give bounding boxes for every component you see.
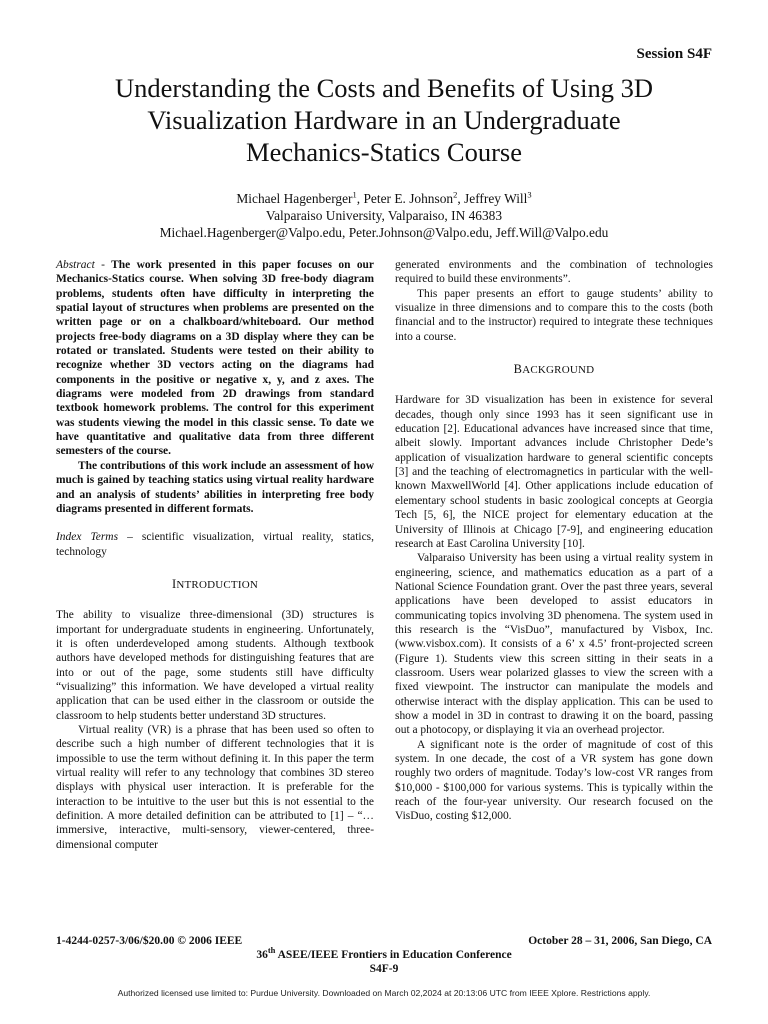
abstract-contributions: The contributions of this work include an assessment of how much is gained by teaching statics using virtual reality hardware and an analysis of students’ abilities in interpreting free body diagrams presented in different formats. <box>56 459 374 515</box>
title-line: Visualization Hardware in an Undergraduate <box>147 105 621 135</box>
footer-conference <box>0 945 768 976</box>
background-heading: BACKGROUND <box>513 362 595 377</box>
abstract-label: Abstract - <box>56 259 105 271</box>
effort-paragraph: This paper presents an effort to gauge students’ ability to visualize in three dimensions and to compare this to the costs (both financial and to the instructor) required to integrate these techniques into a course. <box>395 287 713 343</box>
continued-paragraph: generated environments and the combination of technologies required to build these environments”. <box>395 259 713 286</box>
conference-name: 36th ASEE/IEEE Frontiers in Education Conference <box>256 945 512 961</box>
paper-title <box>40 72 728 168</box>
title-line: Understanding the Costs and Benefits of Using 3D <box>114 73 654 103</box>
introduction-paragraph: Virtual reality (VR) is a phrase that has been used so often to describe such a high number of different technologies that it is impossible to use the term without defining it. In this paper the term virtual reality will refer to any technology that combines 3D stereo displays with physical user interaction. It is preferable for the interaction to be intuitive to the user but this is not essential to the definition. A more detailed definition can be attributed to [1] – “… immersive, interactive, multi-sensory, viewer-centered, three-dimensional computer <box>56 723 374 851</box>
abstract-paragraph <box>56 258 374 459</box>
abstract-text: The work presented in this paper focuses on our Mechanics-Statics course. When solving 3D free-body diagram problems, students often have difficulty in interpreting the spatial layout of structures when problems are presented on the written page or on a chalkboard/whiteboard. Our method projects free-body diagrams on a 3D display where they can be rotated or translated. Students were tested on their ability to recognize whether 3D vectors acting on the diagrams had components in the positive or negative x, y, and z axes. The diagrams were modeled from 2D drawings from standard textbook homework problems. The control for this experiment was students viewing the model in this classic sense. To date we have quantitative and qualitative data from three different semesters of the course. <box>56 259 374 458</box>
background-paragraph: Valparaiso University has been using a virtual reality system in engineering, science, and mathematics education as a part of a National Science Foundation grant. Over the past three years, several applications have been developed to assist educators in communicating topics involving 3D phenomena. The system used in this research is the “VisDuo”, manufactured by Visbox, Inc. (www.visbox.com). It consists of a 6’ x 4.5’ front-projected screen (Figure 1). Students view this screen sitting in their seats in a classroom. Users wear polarized glasses to view the screen with a fixed viewpoint. The instructor can manipulate the models and otherwise interact with the display application. This can be used to show a model in 3D in contrast to drawing it on the board, passing out a photocopy, or displaying it via an overhead projector. <box>395 552 713 737</box>
footer-date-location: October 28 – 31, 2006, San Diego, CA <box>528 935 712 947</box>
background-paragraph: Hardware for 3D visualization has been in existence for several decades, though only since 1993 has it seen significant use in education [2]. Educational advances have increased since that time, albeit slowly. Important advances include Christopher Dede’s application of visualization hardware to general scientific concepts [3] and the teaching of electromagnetics in particular with the well-known MaxwellWorld [4]. Other applications include education of elementary school students in basic zoological concepts at Georgia Tech [5, 6], the NICE project for elementary education at the University of Illinois at Chicago [7-9], and engineering education research at East Carolina University [10]. <box>395 394 713 550</box>
author-emails: Michael.Hagenberger@Valpo.edu, Peter.Johnson@Valpo.edu, Jeff.Will@Valpo.edu <box>159 225 609 240</box>
footer-copyright: 1-4244-0257-3/06/$20.00 © 2006 IEEE <box>56 935 243 947</box>
author-names: Michael Hagenberger$^1$, Peter E. Johnson$^2$, Jeffrey Will$^3$ <box>236 189 532 206</box>
background-paragraph: A significant note is the order of magnitude of cost of this system. In one decade, the cost of a VR system has gone down roughly two orders of magnitude. Today’s low-cost VR ranges from $10,000 - $100,000 for various systems. This is typically within the reach of the four-year university. Our research focused on the VisDuo, costing $12,000. <box>395 738 713 823</box>
index-terms-text: – scientific visualization, virtual reality, statics, technology <box>56 531 374 558</box>
left-column <box>56 258 374 918</box>
license-notice: Authorized licensed use limited to: Purdue University. Downloaded on March 02,2024 at 20:13:06 UTC from IEEE Xplore. Restrictions apply. <box>117 988 651 998</box>
author-block <box>40 190 728 241</box>
session-label: Session S4F <box>636 46 712 62</box>
right-column <box>395 258 713 898</box>
introduction-paragraph: The ability to visualize three-dimensional (3D) structures is important for undergraduate students in engineering. Unfortunately, it is often underdeveloped among students. Although textbook authors have developed methods for distinguishing features that are into or out of the page, some students still have difficulty “visualizing” this information. We have developed a virtual reality application that can be used either in the classroom or outside the classroom to help students better understand 3D structures. <box>56 609 374 722</box>
author-affiliation: Valparaiso University, Valparaiso, IN 46383 <box>265 208 503 223</box>
index-terms-label: Index Terms <box>56 531 119 544</box>
page-number: S4F-9 <box>369 963 399 975</box>
index-terms <box>56 530 374 559</box>
title-line: Mechanics-Statics Course <box>246 137 522 167</box>
introduction-heading: INTRODUCTION <box>171 576 258 591</box>
